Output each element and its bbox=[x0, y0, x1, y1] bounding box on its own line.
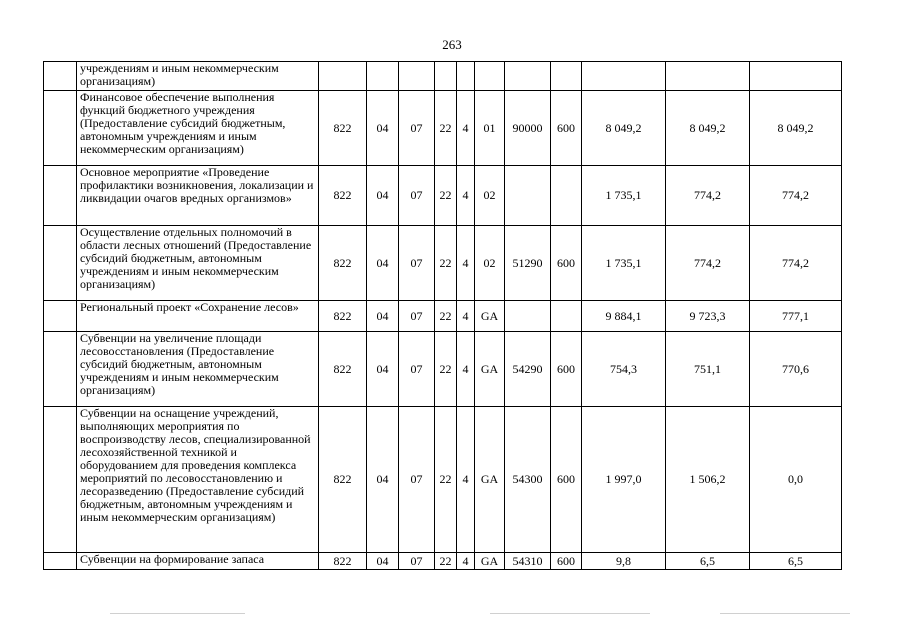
program-code-cell bbox=[435, 62, 457, 91]
amount-year-2-cell: 9 723,3 bbox=[666, 301, 750, 332]
amount-year-1-cell: 8 049,2 bbox=[582, 91, 666, 166]
amount-year-3-cell: 774,2 bbox=[750, 226, 842, 301]
subsection-code-cell: 07 bbox=[399, 166, 435, 226]
subprogram-code-cell: 4 bbox=[457, 166, 475, 226]
amount-year-2-cell: 6,5 bbox=[666, 553, 750, 570]
event-code-cell: 02 bbox=[475, 166, 505, 226]
row-number-cell bbox=[44, 91, 77, 166]
scan-artifact-line bbox=[110, 613, 245, 614]
direction-code-cell: 51290 bbox=[505, 226, 551, 301]
event-code-cell: GA bbox=[475, 301, 505, 332]
section-code-cell: 04 bbox=[367, 553, 399, 570]
item-name-cell: Основное мероприятие «Проведение профилактики возникновения, локализации и ликвидации очагов вредных организмов» bbox=[77, 166, 319, 226]
amount-year-3-cell: 770,6 bbox=[750, 332, 842, 407]
subsection-code-cell: 07 bbox=[399, 553, 435, 570]
ministry-code-cell: 822 bbox=[319, 226, 367, 301]
expense-type-cell bbox=[551, 166, 582, 226]
subprogram-code-cell: 4 bbox=[457, 226, 475, 301]
row-number-cell bbox=[44, 301, 77, 332]
row-number-cell bbox=[44, 407, 77, 553]
row-number-cell bbox=[44, 166, 77, 226]
program-code-cell: 22 bbox=[435, 301, 457, 332]
row-number-cell bbox=[44, 553, 77, 570]
amount-year-3-cell: 774,2 bbox=[750, 166, 842, 226]
budget-table bbox=[43, 61, 842, 570]
item-name-cell: учреждениям и иным некоммерческим организациям) bbox=[77, 62, 319, 91]
item-name-cell: Субвенции на формирование запаса bbox=[77, 553, 319, 570]
amount-year-2-cell: 751,1 bbox=[666, 332, 750, 407]
item-name-cell: Субвенции на увеличение площади лесовосстановления (Предоставление субсидий бюджетным, автономным учреждениям и иным некоммерческим организациям) bbox=[77, 332, 319, 407]
item-name-cell: Субвенции на оснащение учреждений, выполняющих мероприятия по воспроизводству лесов, специализированной лесохозяйственной техникой и оборудованием для проведения комплекса мероприятий по лесовосстановлению и лесоразведению (Предоставление субсидий бюджетным, автономным учреждениям и иным некоммерческим организациям) bbox=[77, 407, 319, 553]
page-number: 263 bbox=[442, 37, 462, 52]
item-name-cell: Региональный проект «Сохранение лесов» bbox=[77, 301, 319, 332]
direction-code-cell bbox=[505, 62, 551, 91]
subsection-code-cell: 07 bbox=[399, 332, 435, 407]
direction-code-cell: 54300 bbox=[505, 407, 551, 553]
row-number-cell bbox=[44, 62, 77, 91]
section-code-cell: 04 bbox=[367, 91, 399, 166]
item-name-cell: Осуществление отдельных полномочий в области лесных отношений (Предоставление субсидий бюджетным, автономным учреждениям и иным некоммерческим организациям) bbox=[77, 226, 319, 301]
event-code-cell: GA bbox=[475, 553, 505, 570]
table-row bbox=[44, 407, 842, 553]
subsection-code-cell: 07 bbox=[399, 407, 435, 553]
subsection-code-cell: 07 bbox=[399, 91, 435, 166]
amount-year-2-cell bbox=[666, 62, 750, 91]
subsection-code-cell: 07 bbox=[399, 226, 435, 301]
amount-year-1-cell: 9,8 bbox=[582, 553, 666, 570]
amount-year-1-cell: 1 997,0 bbox=[582, 407, 666, 553]
amount-year-1-cell: 1 735,1 bbox=[582, 226, 666, 301]
subsection-code-cell: 07 bbox=[399, 301, 435, 332]
row-number-cell bbox=[44, 226, 77, 301]
amount-year-2-cell: 8 049,2 bbox=[666, 91, 750, 166]
table-row bbox=[44, 91, 842, 166]
program-code-cell: 22 bbox=[435, 407, 457, 553]
subprogram-code-cell bbox=[457, 62, 475, 91]
amount-year-3-cell: 0,0 bbox=[750, 407, 842, 553]
row-number-cell bbox=[44, 332, 77, 407]
program-code-cell: 22 bbox=[435, 553, 457, 570]
section-code-cell: 04 bbox=[367, 301, 399, 332]
amount-year-3-cell bbox=[750, 62, 842, 91]
ministry-code-cell: 822 bbox=[319, 407, 367, 553]
scan-artifact-line bbox=[720, 613, 850, 614]
event-code-cell: 02 bbox=[475, 226, 505, 301]
subprogram-code-cell: 4 bbox=[457, 91, 475, 166]
scan-artifact-line bbox=[490, 613, 650, 614]
event-code-cell bbox=[475, 62, 505, 91]
table-row bbox=[44, 226, 842, 301]
expense-type-cell: 600 bbox=[551, 553, 582, 570]
direction-code-cell bbox=[505, 166, 551, 226]
section-code-cell: 04 bbox=[367, 332, 399, 407]
event-code-cell: GA bbox=[475, 407, 505, 553]
section-code-cell: 04 bbox=[367, 166, 399, 226]
expense-type-cell bbox=[551, 301, 582, 332]
ministry-code-cell: 822 bbox=[319, 91, 367, 166]
table-row bbox=[44, 166, 842, 226]
amount-year-1-cell: 1 735,1 bbox=[582, 166, 666, 226]
program-code-cell: 22 bbox=[435, 332, 457, 407]
ministry-code-cell: 822 bbox=[319, 332, 367, 407]
program-code-cell: 22 bbox=[435, 91, 457, 166]
direction-code-cell: 54310 bbox=[505, 553, 551, 570]
item-name-cell: Финансовое обеспечение выполнения функций бюджетного учреждения (Предоставление субсидий бюджетным, автономным учреждениям и иным некоммерческим организациям) bbox=[77, 91, 319, 166]
subprogram-code-cell: 4 bbox=[457, 553, 475, 570]
section-code-cell: 04 bbox=[367, 226, 399, 301]
subprogram-code-cell: 4 bbox=[457, 332, 475, 407]
expense-type-cell: 600 bbox=[551, 332, 582, 407]
program-code-cell: 22 bbox=[435, 226, 457, 301]
amount-year-1-cell bbox=[582, 62, 666, 91]
amount-year-1-cell: 754,3 bbox=[582, 332, 666, 407]
event-code-cell: GA bbox=[475, 332, 505, 407]
amount-year-2-cell: 774,2 bbox=[666, 166, 750, 226]
ministry-code-cell bbox=[319, 62, 367, 91]
amount-year-3-cell: 777,1 bbox=[750, 301, 842, 332]
expense-type-cell: 600 bbox=[551, 91, 582, 166]
subprogram-code-cell: 4 bbox=[457, 407, 475, 553]
expense-type-cell: 600 bbox=[551, 407, 582, 553]
program-code-cell: 22 bbox=[435, 166, 457, 226]
section-code-cell bbox=[367, 62, 399, 91]
ministry-code-cell: 822 bbox=[319, 301, 367, 332]
ministry-code-cell: 822 bbox=[319, 553, 367, 570]
direction-code-cell: 54290 bbox=[505, 332, 551, 407]
amount-year-3-cell: 6,5 bbox=[750, 553, 842, 570]
subprogram-code-cell: 4 bbox=[457, 301, 475, 332]
amount-year-3-cell: 8 049,2 bbox=[750, 91, 842, 166]
section-code-cell: 04 bbox=[367, 407, 399, 553]
expense-type-cell: 600 bbox=[551, 226, 582, 301]
subsection-code-cell bbox=[399, 62, 435, 91]
expense-type-cell bbox=[551, 62, 582, 91]
table-row bbox=[44, 62, 842, 91]
direction-code-cell: 90000 bbox=[505, 91, 551, 166]
table-row bbox=[44, 553, 842, 570]
ministry-code-cell: 822 bbox=[319, 166, 367, 226]
direction-code-cell bbox=[505, 301, 551, 332]
event-code-cell: 01 bbox=[475, 91, 505, 166]
table-row bbox=[44, 332, 842, 407]
table-row bbox=[44, 301, 842, 332]
amount-year-2-cell: 774,2 bbox=[666, 226, 750, 301]
amount-year-1-cell: 9 884,1 bbox=[582, 301, 666, 332]
amount-year-2-cell: 1 506,2 bbox=[666, 407, 750, 553]
